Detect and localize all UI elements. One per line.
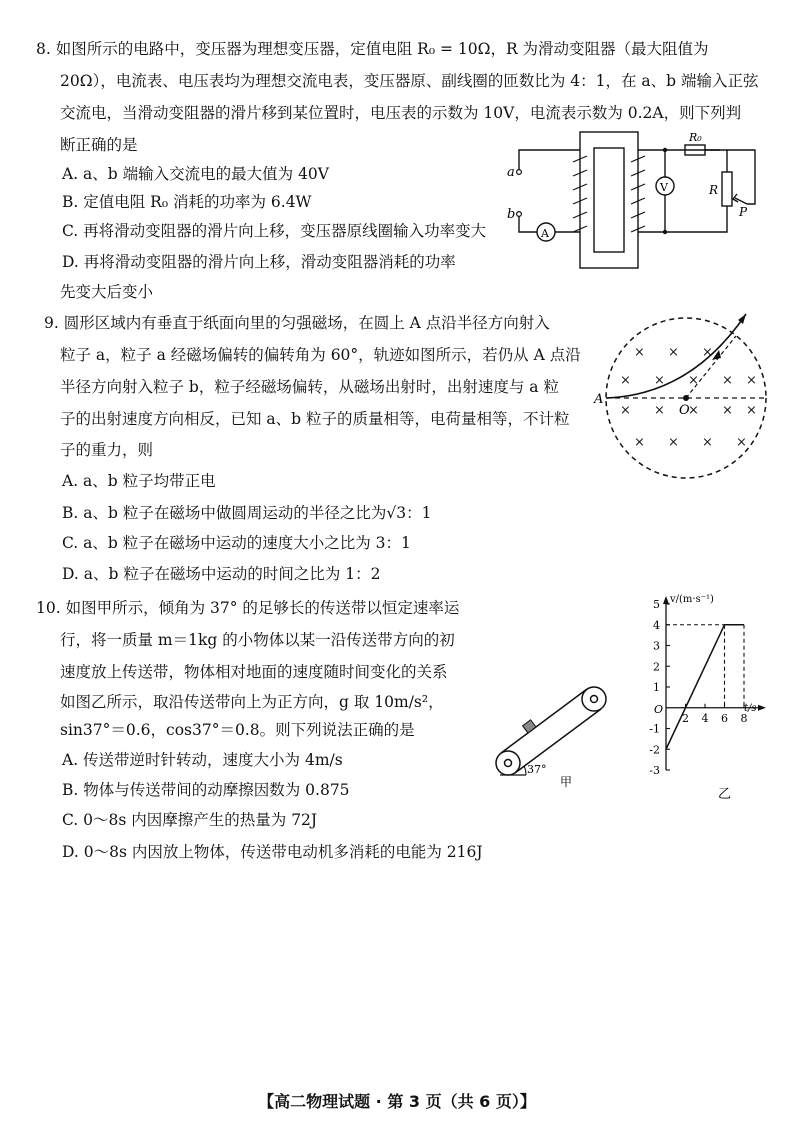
vt-y-tick-label: -2 xyxy=(649,743,660,757)
q9-point-a: A xyxy=(594,392,604,407)
field-cross-mark: × xyxy=(702,345,713,360)
vt-y-tick-label: 5 xyxy=(653,598,660,611)
q8-line-3: 交流电，当滑动变阻器的滑片移到某位置时，电压表的示数为 10V，电流表示数为 0.2A，则下列判 xyxy=(60,104,742,122)
q10-angle-label: 37° xyxy=(527,763,547,776)
vt-y-tick-label: 1 xyxy=(653,681,660,694)
q8-option-d: D. 再将滑动变阻器的滑片向上移，滑动变阻器消耗的功率 xyxy=(62,253,456,271)
q8-r-label: R xyxy=(709,183,719,197)
q10-fig-yi-caption: 乙 xyxy=(718,787,732,802)
q10-conveyor-figure xyxy=(490,680,620,790)
q9-line-4: 子的出射速度方向相反，已知 a、b 粒子的质量相等，电荷量相等，不计粒 xyxy=(60,410,570,428)
q9-line-2: 粒子 a，粒子 a 经磁场偏转的偏转角为 60°，轨迹如图所示，若仍从 A 点沿 xyxy=(60,346,581,364)
q10-line-5: sin37°＝0.6，cos37°＝0.8。则下列说法正确的是 xyxy=(60,721,415,739)
field-cross-mark: × xyxy=(746,403,757,418)
q8-line-4: 断正确的是 xyxy=(60,136,138,154)
q10-line-2: 行，将一质量 m＝1kg 的小物体以某一沿传送带方向的初 xyxy=(60,631,455,649)
q8-ammeter-label: A xyxy=(541,227,549,240)
field-cross-mark: × xyxy=(736,435,747,450)
q9-line-3: 半径方向射入粒子 b，粒子经磁场偏转，从磁场出射时，出射速度与 a 粒 xyxy=(60,378,559,396)
field-cross-mark: × xyxy=(746,373,757,388)
field-cross-mark: × xyxy=(702,435,713,450)
q8-p-label: P xyxy=(739,205,748,219)
q10-line-4: 如图乙所示，取沿传送带向上为正方向，g 取 10m/s²， xyxy=(60,693,444,711)
q9-option-b: B. a、b 粒子在磁场中做圆周运动的半径之比为√3：1 xyxy=(62,504,432,522)
q8-voltmeter-label: V xyxy=(660,181,668,194)
vt-series-line xyxy=(666,625,744,750)
q8-option-c: C. 再将滑动变阻器的滑片向上移，变压器原线圈输入功率变大 xyxy=(62,222,487,240)
vt-x-axis-label: t/s xyxy=(744,702,757,714)
q8-option-a: A. a、b 端输入交流电的最大值为 40V xyxy=(62,165,329,183)
q9-line-5: 子的重力，则 xyxy=(60,441,154,459)
vt-origin-label: O xyxy=(654,702,664,716)
page-footer: 【高二物理试题 · 第 3 页（共 6 页）】 xyxy=(258,1092,536,1111)
vt-y-axis-label: v/(m·s⁻¹) xyxy=(670,594,714,605)
field-cross-mark: × xyxy=(668,435,679,450)
vt-y-tick-label: -3 xyxy=(649,764,660,777)
field-cross-mark: × xyxy=(634,345,645,360)
q10-fig-jia-caption: 甲 xyxy=(560,775,573,789)
vt-y-tick-label: -1 xyxy=(649,722,660,736)
field-cross-mark: × xyxy=(688,373,699,388)
field-cross-mark: × xyxy=(634,435,645,450)
q8-terminal-b: b xyxy=(507,207,516,222)
vt-x-axis-arrow xyxy=(758,705,766,711)
q9-magnetic-field-figure xyxy=(596,310,776,488)
q9-option-c: C. a、b 粒子在磁场中运动的速度大小之比为 3：1 xyxy=(62,534,411,552)
field-cross-mark: × xyxy=(620,373,631,388)
vt-x-tick-label: 6 xyxy=(721,711,728,725)
q8-r0-label: R₀ xyxy=(689,131,702,144)
vt-x-tick-label: 8 xyxy=(740,711,748,725)
q9-line-1: 9. 圆形区域内有垂直于纸面向里的匀强磁场，在圆上 A 点沿半径方向射入 xyxy=(44,314,550,332)
vt-x-tick-label: 4 xyxy=(701,711,709,725)
vt-y-tick-label: 3 xyxy=(653,639,660,653)
q10-line-1: 10. 如图甲所示，倾角为 37° 的足够长的传送带以恒定速率运 xyxy=(36,599,460,617)
field-cross-mark: × xyxy=(654,373,665,388)
field-cross-mark: × xyxy=(722,373,733,388)
field-cross-mark: × xyxy=(654,403,665,418)
q9-option-a: A. a、b 粒子均带正电 xyxy=(62,472,216,490)
field-cross-mark: × xyxy=(722,403,733,418)
q10-line-3: 速度放上传送带，物体相对地面的速度随时间变化的关系 xyxy=(60,663,448,681)
field-cross-mark: × xyxy=(688,403,699,418)
vt-x-tick-label: 2 xyxy=(682,711,689,725)
q9-point-o: O xyxy=(679,403,690,418)
q8-line-2: 20Ω），电流表、电压表均为理想交流电表，变压器原、副线圈的匝数比为 4：1，在 a、b 端输入正弦 xyxy=(60,72,759,90)
q10-option-b: B. 物体与传送带间的动摩擦因数为 0.875 xyxy=(62,781,350,799)
q10-vt-graph xyxy=(630,592,790,802)
q10-option-d: D. 0～8s 内因放上物体，传送带电动机多消耗的电能为 216J xyxy=(62,843,483,861)
vt-y-axis-arrow xyxy=(663,596,669,604)
q10-option-a: A. 传送带逆时针转动，速度大小为 4m/s xyxy=(62,751,343,769)
field-cross-mark: × xyxy=(668,345,679,360)
q8-line-1: 8. 如图所示的电路中，变压器为理想变压器，定值电阻 R₀ = 10Ω，R 为滑动变阻器（最大阻值为 xyxy=(36,40,709,58)
field-cross-mark: × xyxy=(620,403,631,418)
q8-option-b: B. 定值电阻 R₀ 消耗的功率为 6.4W xyxy=(62,193,312,211)
vt-y-tick-label: 2 xyxy=(653,660,660,674)
q8-circuit-figure xyxy=(505,120,770,280)
q10-option-c: C. 0～8s 内因摩擦产生的热量为 72J xyxy=(62,811,318,829)
q9-option-d: D. a、b 粒子在磁场中运动的时间之比为 1：2 xyxy=(62,565,381,583)
q8-terminal-a: a xyxy=(507,165,515,180)
q8-option-d-cont: 先变大后变小 xyxy=(60,283,154,301)
vt-y-tick-label: 4 xyxy=(653,618,660,632)
